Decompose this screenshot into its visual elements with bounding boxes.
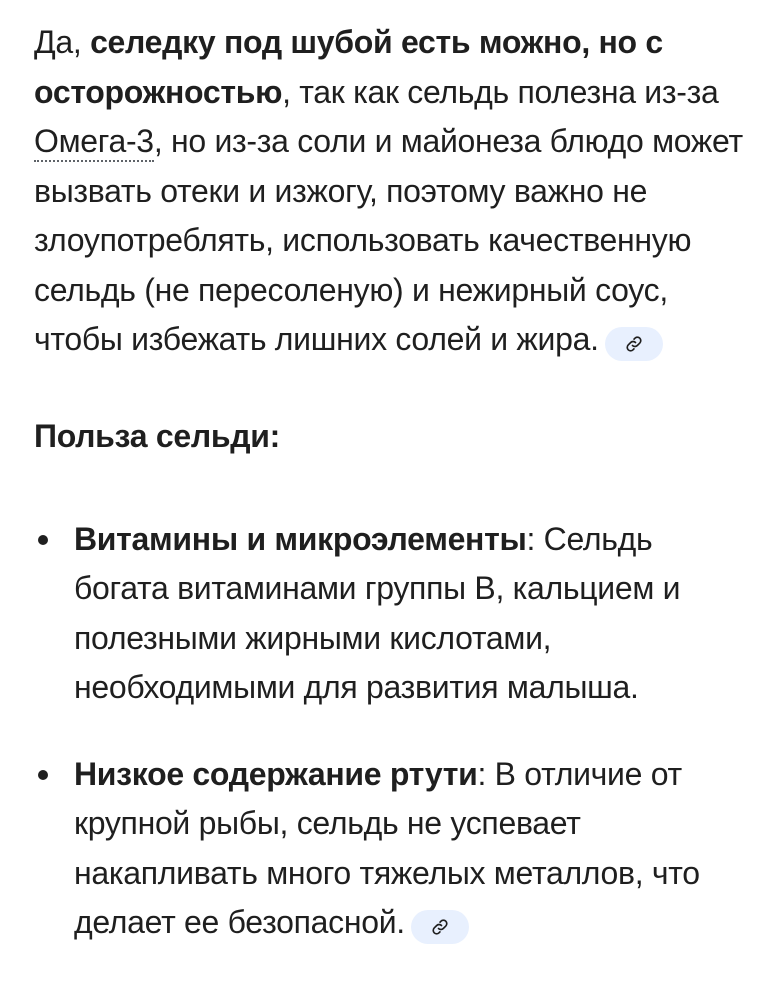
- list-item: [34, 515, 753, 713]
- bullet-dot: [38, 770, 48, 780]
- list-item-title: Витамины и микроэлементы: [74, 520, 527, 557]
- intro-bold-statement: селедку под шубой есть можно, но с осторожностью: [34, 24, 663, 110]
- section-title: Польза сельди:: [34, 417, 280, 454]
- intro-text-after-term: , но из-за соли и майонеза блюдо может вызвать отеки и изжогу, поэтому важно не злоупотреблять, использовать качественную сельдь (не пересоленую) и нежирный соус, чтобы избежать лишних солей и жира.: [34, 123, 743, 357]
- source-link-chip[interactable]: [605, 327, 663, 361]
- intro-paragraph: [34, 18, 753, 365]
- list-item-title: Низкое содержание ртути: [74, 755, 478, 792]
- list-item-text: : В отличие от крупной рыбы, сельдь не успевает накапливать много тяжелых металлов, что делает ее безопасной.: [74, 755, 700, 940]
- source-link-chip[interactable]: [411, 910, 469, 944]
- omega3-term-link[interactable]: Омега-3: [34, 123, 154, 162]
- list-item-text: : Сельдь богата витаминами группы B, кальцием и полезными жирными кислотами, необходимыми для развития малыша.: [74, 520, 681, 705]
- intro-prefix: Да,: [34, 24, 91, 60]
- benefits-list: [34, 515, 753, 948]
- list-item: [34, 750, 753, 948]
- intro-text-before-term: , так как сельдь полезна из-за: [282, 73, 719, 110]
- link-icon: [625, 335, 643, 353]
- link-icon: [431, 918, 449, 936]
- bullet-dot: [38, 535, 48, 545]
